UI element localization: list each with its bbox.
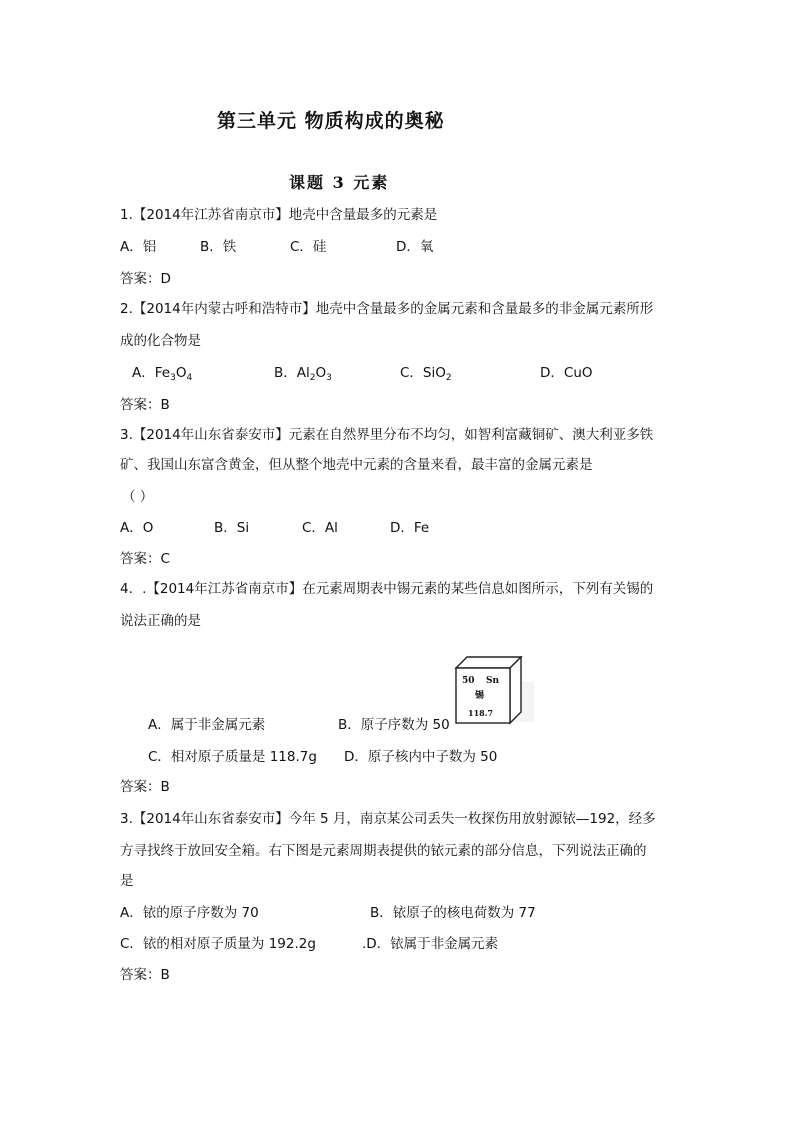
q1-stem: 1.【2014年江苏省南京市】地壳中含量最多的元素是 bbox=[120, 207, 438, 223]
q3-option-d: D．Fe bbox=[390, 520, 430, 536]
q2-stem-line1: 2.【2014年内蒙古呼和浩特市】地壳中含量最多的金属元素和含量最多的非金属元素所形 bbox=[120, 301, 654, 317]
tin-atomic-number: 50 bbox=[462, 676, 475, 686]
q2-answer: 答案：B bbox=[120, 397, 170, 413]
q4-stem-line2: 说法正确的是 bbox=[120, 613, 201, 629]
q1-option-a: A．铝 bbox=[120, 239, 157, 255]
tin-symbol: Sn bbox=[486, 676, 500, 686]
q4-stem-line1: 4．.【2014年江苏省南京市】在元素周期表中锡元素的某些信息如图所示，下列有关锡的 bbox=[120, 581, 654, 597]
tin-atomic-mass: 118.7 bbox=[468, 708, 494, 718]
q4-option-b: B．原子序数为 50 bbox=[338, 717, 450, 733]
q3-answer: 答案：C bbox=[120, 551, 170, 567]
q2-option-d: D．CuO bbox=[540, 365, 593, 381]
unit-title: 第三单元 物质构成的奥秘 bbox=[217, 110, 445, 132]
q1-option-c: C．硅 bbox=[290, 239, 327, 255]
q1-option-d: D．氧 bbox=[396, 239, 434, 255]
q3-option-a: A．O bbox=[120, 520, 154, 536]
q5-stem-line1: 3.【2014年山东省泰安市】今年 5 月，南京某公司丢失一枚探伤用放射源铱—192，经多 bbox=[120, 811, 656, 827]
q1-answer: 答案：D bbox=[120, 271, 171, 287]
q3-stem-line2: 矿、我国山东富含黄金，但从整个地壳中元素的含量来看，最丰富的金属元素是 bbox=[120, 457, 593, 473]
q5-answer: 答案：B bbox=[120, 967, 170, 983]
q4-answer: 答案：B bbox=[120, 779, 170, 795]
q1-option-b: B．铁 bbox=[200, 239, 237, 255]
q4-option-d: D．原子核内中子数为 50 bbox=[344, 749, 498, 765]
q5-option-a: A．铱的原子序数为 70 bbox=[120, 905, 259, 921]
q4-option-a: A．属于非金属元素 bbox=[148, 717, 266, 733]
q2-option-a: A．$Fe_3O_4$ bbox=[132, 365, 193, 383]
tin-element-card bbox=[448, 656, 538, 728]
q3-stem-line1: 3.【2014年山东省泰安市】元素在自然界里分布不均匀，如智利富藏铜矿、澳大利亚多铁 bbox=[120, 427, 654, 443]
q5-stem-line3: 是 bbox=[120, 873, 134, 889]
q5-option-b: B．铱原子的核电荷数为 77 bbox=[370, 905, 536, 921]
lesson-title: 课题 3 元素 bbox=[289, 173, 390, 192]
q3-option-b: B．Si bbox=[214, 520, 250, 536]
q2-option-b: B．$Al_2O_3$ bbox=[274, 365, 332, 383]
q2-stem-line2: 成的化合物是 bbox=[120, 333, 201, 349]
q4-option-c: C．相对原子质量是 118.7g bbox=[148, 749, 317, 765]
q5-option-d: .D．铱属于非金属元素 bbox=[362, 936, 499, 952]
q5-option-c: C．铱的相对原子质量为 192.2g bbox=[120, 936, 316, 952]
q3-stem-line3: （ ） bbox=[122, 489, 154, 505]
q3-option-c: C．Al bbox=[302, 520, 338, 536]
q5-stem-line2: 方寻找终于放回安全箱。右下图是元素周期表提供的铱元素的部分信息，下列说法正确的 bbox=[120, 843, 647, 859]
q2-option-c: C．SiO$_2$ bbox=[400, 365, 452, 383]
tin-name: 锡 bbox=[475, 691, 485, 701]
